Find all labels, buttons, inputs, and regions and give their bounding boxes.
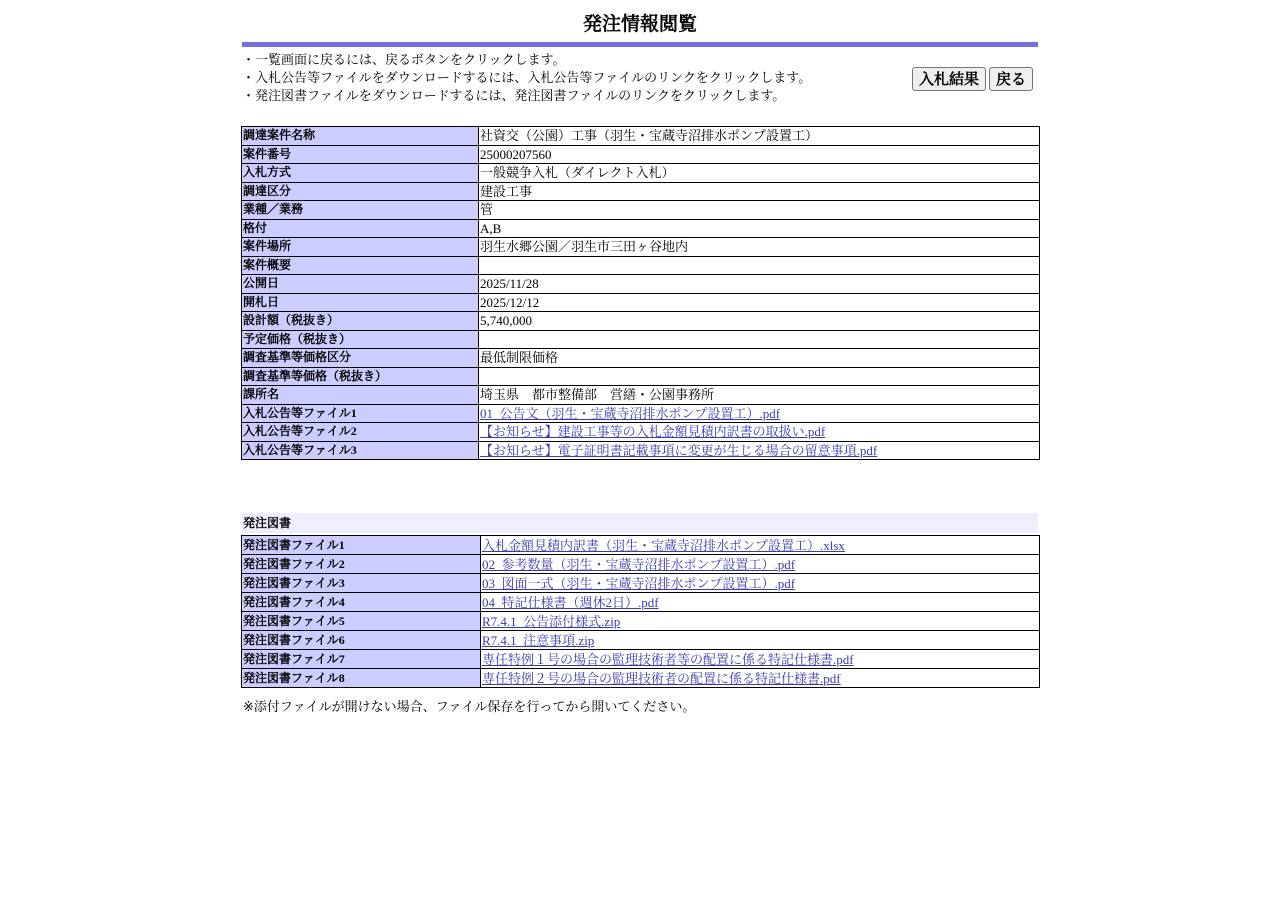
table-row [242, 404, 1040, 423]
row-label: 発注図書ファイル6 [242, 631, 481, 650]
row-value-cell [481, 536, 1040, 555]
row-label: 公開日 [242, 275, 479, 294]
table-row [242, 423, 1040, 442]
table-row [242, 312, 1040, 331]
row-value-cell [479, 145, 1040, 164]
back-button[interactable]: 戻る [989, 67, 1033, 91]
instruction-line: ・発注図書ファイルをダウンロードするには、発注図書ファイルのリンクをクリックします。 [242, 89, 786, 104]
row-value-cell [481, 555, 1040, 574]
row-label: 発注図書ファイル8 [242, 669, 481, 688]
row-value: 2025/11/28 [480, 276, 539, 292]
row-value: 埼玉県 都市整備部 営繕・公園事務所 [480, 387, 715, 403]
instruction-line: ・一覧画面に戻るには、戻るボタンをクリックします。 [242, 53, 566, 68]
title-divider [242, 42, 1038, 47]
row-value-cell [481, 593, 1040, 612]
row-value-cell [479, 164, 1040, 183]
row-label: 調査基準等価格区分 [242, 349, 479, 368]
table-row [242, 275, 1040, 294]
row-label: 格付 [242, 219, 479, 238]
row-label: 入札公告等ファイル2 [242, 423, 479, 442]
table-row [242, 612, 1040, 631]
table-row [242, 182, 1040, 201]
footnote: ※添付ファイルが開けない場合、ファイル保存を行ってから開いてください。 [243, 700, 696, 715]
row-value: 社資交（公園）工事（羽生・宝蔵寺沼排水ポンプ設置工） [480, 128, 819, 144]
table-row [242, 256, 1040, 275]
row-value: 管 [480, 202, 494, 218]
row-value-cell [479, 293, 1040, 312]
table-row [242, 536, 1040, 555]
file-download-link[interactable]: 専任特例１号の場合の監理技術者等の配置に係る特記仕様書.pdf [482, 651, 854, 667]
row-value-cell [481, 574, 1040, 593]
file-download-link[interactable]: 専任特例２号の場合の監理技術者の配置に係る特記仕様書.pdf [482, 670, 841, 686]
table-row [242, 164, 1040, 183]
row-value: A,B [480, 220, 502, 236]
row-value-cell [479, 386, 1040, 405]
row-label: 発注図書ファイル4 [242, 593, 481, 612]
drawings-table [241, 535, 1040, 688]
row-label: 設計額（税抜き） [242, 312, 479, 331]
row-value-cell [479, 256, 1040, 275]
table-row [242, 367, 1040, 386]
row-value: 25000207560 [480, 146, 552, 162]
bid-result-button[interactable]: 入札結果 [912, 67, 986, 91]
table-row [242, 631, 1040, 650]
row-value: 羽生水郷公園／羽生市三田ヶ谷地内 [480, 239, 689, 255]
row-value-cell [479, 219, 1040, 238]
row-value-cell [479, 367, 1040, 386]
row-value: 一般競争入札（ダイレクト入札） [480, 165, 675, 181]
table-row [242, 441, 1040, 460]
file-download-link[interactable]: 【お知らせ】建設工事等の入札金額見積内訳書の取扱い.pdf [480, 424, 826, 440]
file-download-link[interactable]: 01_公告文（羽生・宝蔵寺沼排水ポンプ設置工）.pdf [480, 405, 781, 421]
table-row [242, 386, 1040, 405]
row-label: 発注図書ファイル2 [242, 555, 481, 574]
row-label: 予定価格（税抜き） [242, 330, 479, 349]
file-download-link[interactable]: 入札金額見積内訳書（羽生・宝蔵寺沼排水ポンプ設置工）.xlsx [482, 537, 845, 553]
order-info-table [241, 126, 1040, 460]
row-value-cell [479, 238, 1040, 257]
table-row [242, 669, 1040, 688]
instructions [242, 52, 902, 106]
row-value-cell [481, 612, 1040, 631]
table-row [242, 127, 1040, 146]
row-value: 最低制限価格 [480, 350, 559, 366]
row-label: 調達案件名称 [242, 127, 479, 146]
row-label: 調査基準等価格（税抜き） [242, 367, 479, 386]
table-row [242, 219, 1040, 238]
row-value-cell [479, 127, 1040, 146]
row-value: 2025/12/12 [480, 294, 540, 310]
table-row [242, 330, 1040, 349]
row-value-cell [481, 650, 1040, 669]
row-label: 発注図書ファイル5 [242, 612, 481, 631]
action-buttons [912, 67, 1033, 91]
table-row [242, 145, 1040, 164]
file-download-link[interactable]: 【お知らせ】電子証明書記載事項に変更が生じる場合の留意事項.pdf [480, 442, 878, 458]
instruction-line: ・入札公告等ファイルをダウンロードするには、入札公告等ファイルのリンクをクリックします。 [242, 71, 812, 86]
table-row [242, 593, 1040, 612]
row-label: 入札公告等ファイル1 [242, 404, 479, 423]
row-label: 入札方式 [242, 164, 479, 183]
file-download-link[interactable]: 02_参考数量（羽生・宝蔵寺沼排水ポンプ設置工）.pdf [482, 556, 796, 572]
row-label: 発注図書ファイル7 [242, 650, 481, 669]
row-value-cell [479, 423, 1040, 442]
row-value-cell [479, 349, 1040, 368]
row-value-cell [479, 330, 1040, 349]
row-value-cell [481, 631, 1040, 650]
row-label: 入札公告等ファイル3 [242, 441, 479, 460]
row-label: 発注図書ファイル3 [242, 574, 481, 593]
file-download-link[interactable]: R7.4.1_公告添付様式.zip [482, 613, 621, 629]
file-download-link[interactable]: 04_特記仕様書（週休2日）.pdf [482, 594, 659, 610]
table-row [242, 349, 1040, 368]
row-value: 建設工事 [480, 183, 533, 199]
table-row [242, 238, 1040, 257]
page-title: 発注情報閲覧 [582, 13, 697, 35]
row-value-cell [479, 404, 1040, 423]
row-label: 課所名 [242, 386, 479, 405]
table-row [242, 555, 1040, 574]
row-value-cell [479, 441, 1040, 460]
file-download-link[interactable]: R7.4.1_注意事項.zip [482, 632, 595, 648]
row-label: 開札日 [242, 293, 479, 312]
table-row [242, 574, 1040, 593]
row-label: 案件番号 [242, 145, 479, 164]
table-row [242, 201, 1040, 220]
row-value-cell [479, 182, 1040, 201]
table-row [242, 650, 1040, 669]
row-label: 案件概要 [242, 256, 479, 275]
row-value-cell [481, 669, 1040, 688]
row-label: 発注図書ファイル1 [242, 536, 481, 555]
drawings-section-heading: 発注図書 [241, 513, 1038, 533]
row-label: 業種／業務 [242, 201, 479, 220]
file-download-link[interactable]: 03_図面一式（羽生・宝蔵寺沼排水ポンプ設置工）.pdf [482, 575, 796, 591]
row-value-cell [479, 201, 1040, 220]
table-row [242, 293, 1040, 312]
row-label: 調達区分 [242, 182, 479, 201]
row-value-cell [479, 275, 1040, 294]
row-value-cell [479, 312, 1040, 331]
row-label: 案件場所 [242, 238, 479, 257]
row-value: 5,740,000 [480, 313, 532, 329]
